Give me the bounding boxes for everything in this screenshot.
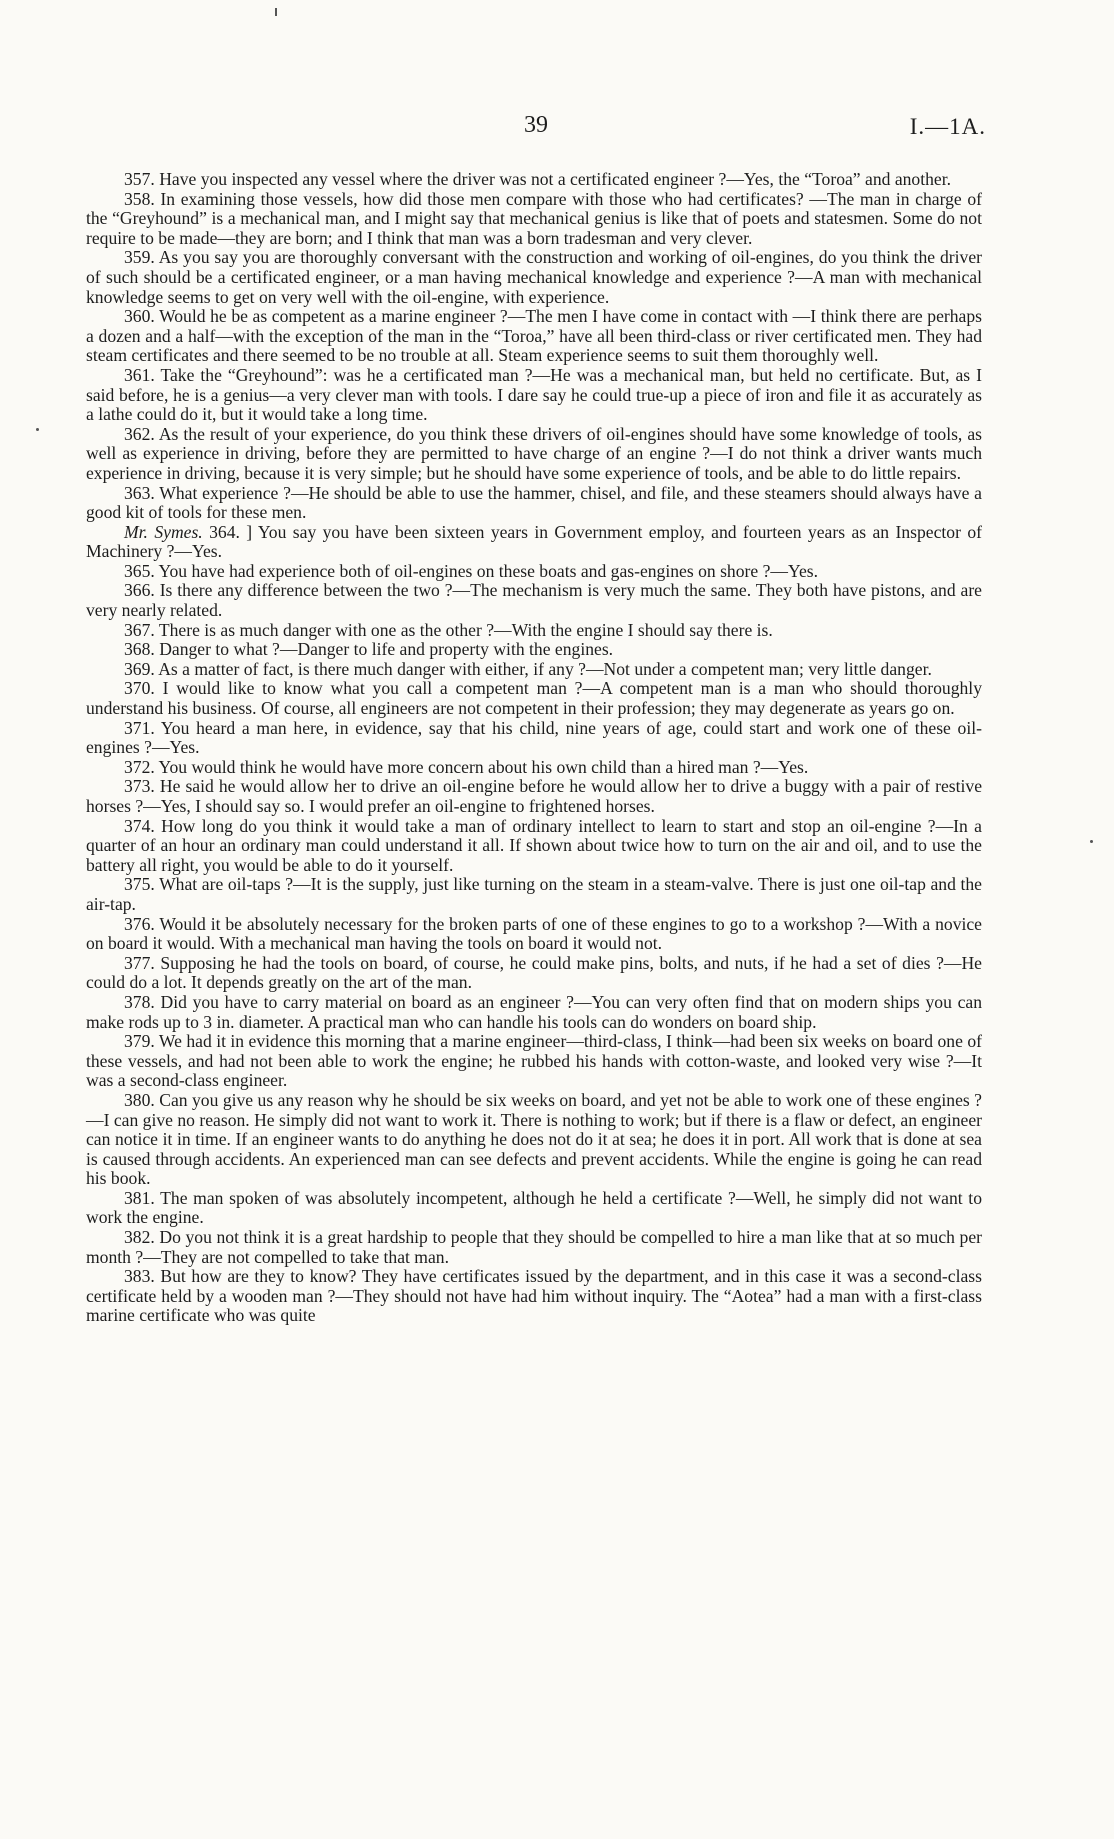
paragraph-370: 370. I would like to know what you call a competent man ?—A competent man is a man who should thoroughly understand his business. Of course, all engineers are not competent in their profession; they may degenerate as years go on. xyxy=(86,678,982,719)
paragraph-378: 378. Did you have to carry material on board as an engineer ?—You can very often find that on modern ships you can make rods up to 3 in. diameter. A practical man who can handle his tools can do wonders on board ship. xyxy=(86,991,982,1032)
paragraph-375: 375. What are oil-taps ?—It is the supply, just like turning on the steam in a steam-valve. There is just one oil-tap and the air-tap. xyxy=(86,874,982,914)
paragraph-361: 361. Take the “Greyhound”: was he a certificated man ?—He was a mechanical man, but held no certificate. But, as I said before, he is a genius—a very clever man with tools. I dare say he could true-up a piece of iron and file it as accurately as a lathe could do it, but it would take a long time. xyxy=(86,364,982,425)
paragraph-367: 367. There is as much danger with one as the other ?—With the engine I should say there is. xyxy=(124,619,773,640)
paragraph-372: 372. You would think he would have more concern about his own child than a hired man ?—Yes. xyxy=(124,756,809,777)
page-number: 39 xyxy=(524,112,548,138)
paragraph-364 xyxy=(86,523,982,562)
body-text xyxy=(86,170,982,1326)
paragraph-358: 358. In examining those vessels, how did those men compare with those who had certificates? —The man in charge of the “Greyhound” is a mechanical man, and I might say that mechanical genius is like that of poets and statesmen. Some do not require to be made—they are born; and I think that man was a born tradesman and very clever. xyxy=(86,188,982,248)
scan-speck xyxy=(36,428,39,431)
paragraph-371: 371. You heard a man here, in evidence, say that his child, nine years of age, could start and work one of these oil-engines ?—Yes. xyxy=(86,717,982,758)
paragraph-366: 366. Is there any difference between the two ?—The mechanism is very much the same. They both have pistons, and are very nearly related. xyxy=(86,580,982,621)
paragraph-363: 363. What experience ?—He should be able to use the hammer, chisel, and file, and these steamers should always have a good kit of tools for these men. xyxy=(86,482,982,523)
paragraph-359: 359. As you say you are thoroughly conversant with the construction and working of oil-engines, do you think the driver of such should be a certificated engineer, or a man having mechanical knowledge and experience ?—A man with mechanical knowledge seems to get on very well with the oil-engine, with experience. xyxy=(86,247,982,307)
scan-speck xyxy=(275,8,277,16)
paragraph-362: 362. As the result of your experience, do you think these drivers of oil-engines should have some knowledge of tools, as well as experience in driving, before they are permitted to have charge of an engine ?—I do not think a driver wants much experience in driving, because it is very simple; but he should have some experience of tools, and be able to do little repairs. xyxy=(86,423,982,483)
paragraph-368: 368. Danger to what ?—Danger to life and property with the engines. xyxy=(124,639,614,660)
speaker-name: Mr. Symes. xyxy=(124,521,203,542)
paragraph-373: 373. He said he would allow her to drive an oil-engine before he would allow her to drive a buggy with a pair of restive horses ?—Yes, I should say so. I would prefer an oil-engine to frightened horses. xyxy=(86,776,982,816)
paragraph-364-text: 364. ] You say you have been sixteen years in Government employ, and fourteen years as an Inspector of Machinery ?—Yes. xyxy=(86,521,982,562)
paragraph-357: 357. Have you inspected any vessel where the driver was not a certificated engineer ?—Yes, the “Toroa” and another. xyxy=(124,169,951,189)
scan-speck xyxy=(1090,840,1093,843)
paragraph-369: 369. As a matter of fact, is there much danger with either, if any ?—Not under a competent man; very little danger. xyxy=(124,658,932,679)
paragraph-377: 377. Supposing he had the tools on board, of course, he could make pins, bolts, and nuts, if he had a set of dies ?—He could do a lot. It depends greatly on the art of the man. xyxy=(86,952,982,993)
paragraph-360: 360. Would he be as competent as a marine engineer ?—The men I have come in contact with —I think there are perhaps a dozen and a half—with the exception of the man in the “Toroa,” have all been third-class or river certificated men. They had steam certificates and there seemed to be no trouble at all. Steam experience seems to suit them thoroughly well. xyxy=(86,306,982,366)
paragraph-365: 365. You have had experience both of oil-engines on these boats and gas-engines on shore ?—Yes. xyxy=(124,560,818,581)
paragraph-382: 382. Do you not think it is a great hardship to people that they should be compelled to hire a man like that at so much per month ?—They are not compelled to take that man. xyxy=(86,1227,982,1267)
paragraph-379: 379. We had it in evidence this morning that a marine engineer—third-class, I think—had been six weeks on board one of these vessels, and had not been able to work the engine; he rubbed his hands with cotton-waste, and looked very wise ?—It was a second-class engineer. xyxy=(86,1031,982,1091)
page-header xyxy=(86,112,986,146)
paragraph-381: 381. The man spoken of was absolutely incompetent, although he held a certificate ?—Well, he simply did not want to work the engine. xyxy=(86,1187,982,1228)
paragraph-374: 374. How long do you think it would take a man of ordinary intellect to learn to start and stop an oil-engine ?—In a quarter of an hour an ordinary man could understand it all. If shown about twice how to turn on the air and oil, and to use the battery all right, you would be able to do it yourself. xyxy=(86,815,982,875)
document-reference: I.—1A. xyxy=(909,114,986,139)
paragraph-376: 376. Would it be absolutely necessary for the broken parts of one of these engines to go to a workshop ?—With a novice on board it would. With a mechanical man having the tools on board it would not. xyxy=(86,913,982,954)
paragraph-383: 383. But how are they to know? They have certificates issued by the department, and in this case it was a second-class certificate held by a wooden man ?—They should not have had him without inquiry. The “Aotea” had a man with a first-class marine certificate who was quite xyxy=(86,1266,982,1326)
paragraph-380: 380. Can you give us any reason why he should be six weeks on board, and yet not be able to work one of these engines ?—I can give no reason. He simply did not want to work it. There is nothing to work; but if there is a flaw or defect, an engineer can notice it in time. If an engineer wants to do anything he does not do it at sea; he does it in port. All work that is done at sea is caused through accidents. An experienced man can see defects and prevent accidents. While the engine is going he can read his book. xyxy=(86,1089,982,1189)
